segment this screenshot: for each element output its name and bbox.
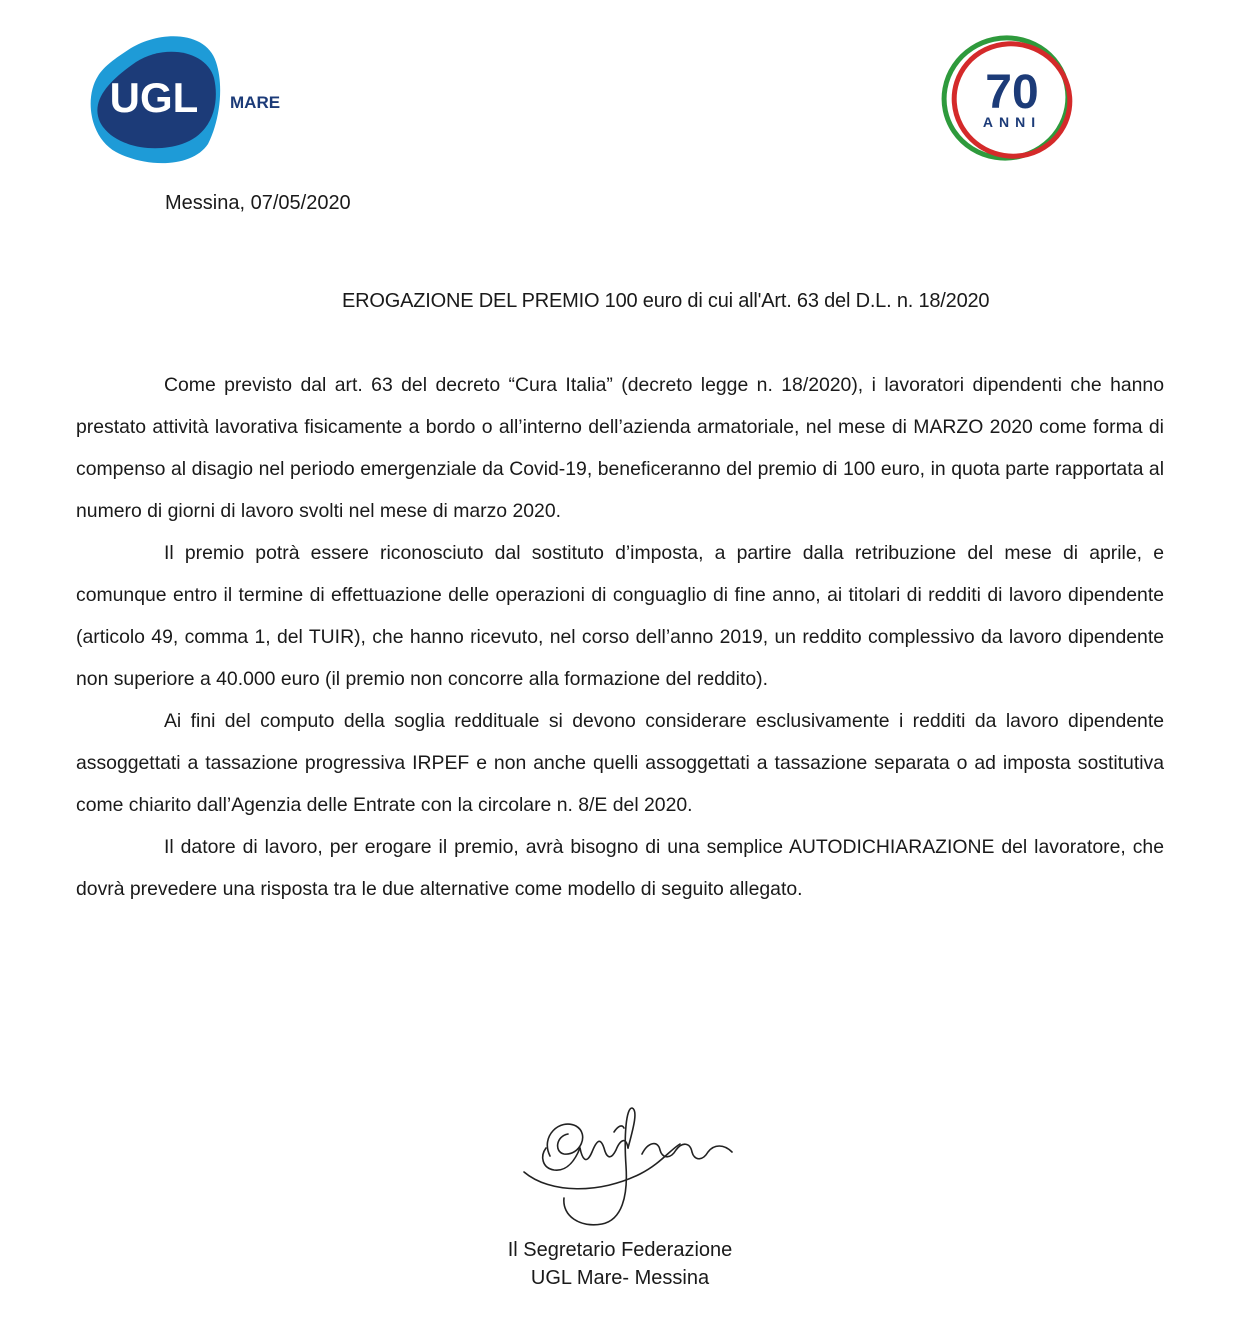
seventy-anni-logo bbox=[936, 30, 1082, 170]
logo-sub: MARE bbox=[230, 93, 281, 112]
ugl-mare-logo bbox=[88, 28, 318, 168]
body-paragraph: Ai fini del computo della soglia reddituale si devono considerare esclusivamente i redditi da lavoro dipendente assoggettati a tassazione progressiva IRPEF e non anche quelli assoggettati a tassazione separata o ad imposta sostitutiva come chiarito dall’Agenzia delle Entrate con la circolare n. 8/E del 2020. bbox=[76, 710, 1164, 816]
logo-word: ANNI bbox=[982, 114, 1042, 130]
body-paragraph: Come previsto dal art. 63 del decreto “Cura Italia” (decreto legge n. 18/2020), i lavoratori dipendenti che hanno prestato attività lavorativa fisicamente a bordo o all’interno dell’azienda armatoriale, nel mese di MARZO 2020 come forma di compenso al disagio nel periodo emergenziale da Covid-19, beneficeranno del premio di 100 euro, in quota parte rapportata al numero di giorni di lavoro svolti nel mese di marzo 2020. bbox=[76, 374, 1164, 522]
letter-body bbox=[76, 364, 1164, 910]
signatory-org: UGL Mare- Messina bbox=[530, 1267, 710, 1289]
handwritten-signature bbox=[510, 1096, 750, 1236]
signature-block bbox=[470, 1236, 770, 1292]
body-paragraph: Il premio potrà essere riconosciuto dal sostituto d’imposta, a partire dalla retribuzione del mese di aprile, e comunque entro il termine di effettuazione delle operazioni di conguaglio di fine anno, ai titolari di redditi di lavoro dipendente (articolo 49, comma 1, del TUIR), che hanno ricevuto, nel corso dell’anno 2019, un reddito complessivo da lavoro dipendente non superiore a 40.000 euro (il premio non concorre alla formazione del reddito). bbox=[76, 542, 1164, 690]
body-paragraph: Il datore di lavoro, per erogare il premio, avrà bisogno di una semplice AUTODICHIARAZIONE del lavoratore, che dovrà prevedere una risposta tra le due alternative come modello di seguito allegato. bbox=[76, 836, 1164, 900]
date-line: Messina, 07/05/2020 bbox=[165, 192, 351, 214]
signatory-title: Il Segretario Federazione bbox=[507, 1239, 733, 1261]
logo-name: UGL bbox=[109, 74, 199, 121]
letter-subject: EROGAZIONE DEL PREMIO 100 euro di cui all'Art. 63 del D.L. n. 18/2020 bbox=[342, 290, 990, 312]
logo-number: 70 bbox=[985, 66, 1039, 119]
